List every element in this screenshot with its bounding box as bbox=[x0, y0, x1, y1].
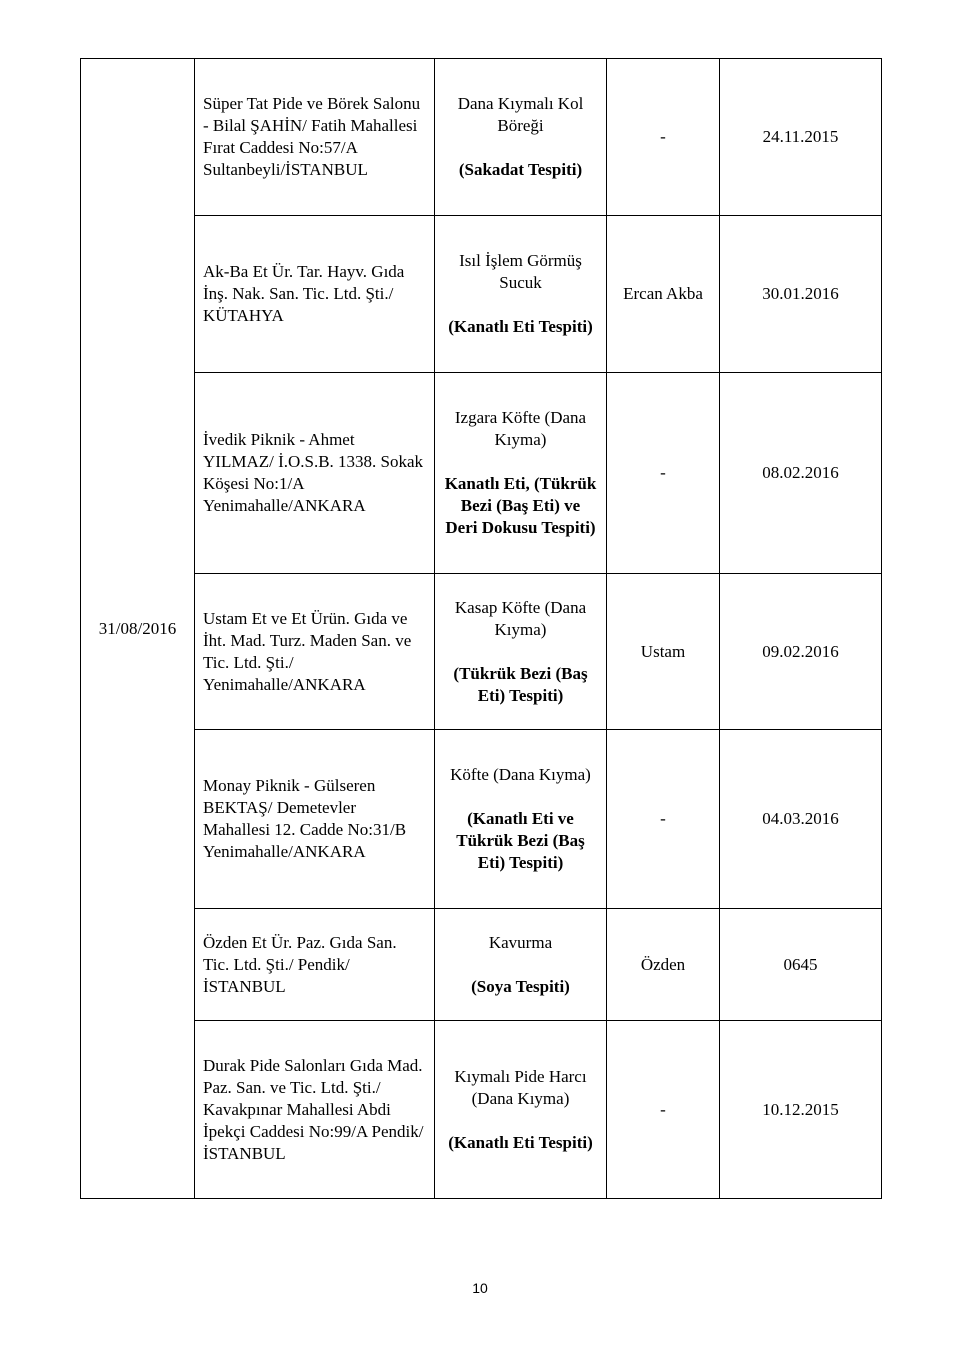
finding-text: (Sakadat Tespiti) bbox=[458, 160, 583, 179]
table-row bbox=[81, 373, 882, 574]
production-date-cell: 09.02.2016 bbox=[720, 574, 882, 730]
records-table bbox=[80, 58, 882, 1199]
page-number: 10 bbox=[472, 1280, 488, 1296]
product-name: Izgara Köfte (Dana Kıyma) bbox=[454, 408, 587, 449]
production-date-cell: 04.03.2016 bbox=[720, 730, 882, 909]
production-date-cell: 0645 bbox=[720, 909, 882, 1021]
company-cell: Durak Pide Salonları Gıda Mad. Paz. San. ve Tic. Ltd. Şti./ Kavakpınar Mahallesi Abdi İpekçi Caddesi No:99/A Pendik/İSTANBUL bbox=[195, 1021, 435, 1199]
production-date-cell: 08.02.2016 bbox=[720, 373, 882, 574]
product-cell bbox=[435, 574, 607, 730]
brand-cell: Ercan Akba bbox=[607, 216, 720, 373]
finding-text: (Kanatlı Eti Tespiti) bbox=[448, 317, 593, 336]
table-row bbox=[81, 909, 882, 1021]
finding-text: Kanatlı Eti, (Tükrük Bezi (Baş Eti) ve Deri Dokusu Tespiti) bbox=[444, 474, 597, 537]
company-cell: Ustam Et ve Et Ürün. Gıda ve İht. Mad. Turz. Maden San. ve Tic. Ltd. Şti./ Yenimahalle/ANKARA bbox=[195, 574, 435, 730]
product-cell bbox=[435, 59, 607, 216]
announcement-date: 31/08/2016 bbox=[81, 59, 195, 1199]
brand-cell: - bbox=[607, 730, 720, 909]
brand-cell: Özden bbox=[607, 909, 720, 1021]
product-cell bbox=[435, 909, 607, 1021]
brand-cell: - bbox=[607, 59, 720, 216]
brand-cell: - bbox=[607, 373, 720, 574]
company-cell: Özden Et Ür. Paz. Gıda San. Tic. Ltd. Şti./ Pendik/İSTANBUL bbox=[195, 909, 435, 1021]
company-cell: Ak-Ba Et Ür. Tar. Hayv. Gıda İnş. Nak. San. Tic. Ltd. Şti./ KÜTAHYA bbox=[195, 216, 435, 373]
company-cell: Süper Tat Pide ve Börek Salonu - Bilal ŞAHİN/ Fatih Mahallesi Fırat Caddesi No:57/A Sultanbeyli/İSTANBUL bbox=[195, 59, 435, 216]
table-row bbox=[81, 59, 882, 216]
finding-text: (Kanatlı Eti ve Tükrük Bezi (Baş Eti) Tespiti) bbox=[456, 809, 585, 872]
product-cell bbox=[435, 1021, 607, 1199]
brand-cell: - bbox=[607, 1021, 720, 1199]
finding-text: (Tükrük Bezi (Baş Eti) Tespiti) bbox=[453, 663, 588, 705]
table-row bbox=[81, 1021, 882, 1199]
table-row bbox=[81, 730, 882, 909]
product-name: Kavurma bbox=[488, 932, 553, 952]
company-cell: Monay Piknik - Gülseren BEKTAŞ/ Demetevler Mahallesi 12. Cadde No:31/B Yenimahalle/ANKARA bbox=[195, 730, 435, 909]
company-cell: İvedik Piknik - Ahmet YILMAZ/ İ.O.S.B. 1338. Sokak Köşesi No:1/A Yenimahalle/ANKARA bbox=[195, 373, 435, 574]
product-name: Kıymalı Pide Harcı (Dana Kıyma) bbox=[454, 1066, 587, 1108]
finding-text: (Kanatlı Eti Tespiti) bbox=[448, 1132, 593, 1152]
brand-cell: Ustam bbox=[607, 574, 720, 730]
table-row bbox=[81, 574, 882, 730]
product-cell bbox=[435, 730, 607, 909]
production-date-cell: 10.12.2015 bbox=[720, 1021, 882, 1199]
production-date-cell: 30.01.2016 bbox=[720, 216, 882, 373]
finding-text: (Soya Tespiti) bbox=[471, 976, 570, 996]
product-cell bbox=[435, 373, 607, 574]
product-name: Kasap Köfte (Dana Kıyma) bbox=[454, 597, 587, 639]
product-name: Isıl İşlem Görmüş Sucuk bbox=[459, 251, 582, 292]
table-row bbox=[81, 216, 882, 373]
product-name: Köfte (Dana Kıyma) bbox=[450, 765, 591, 784]
product-name: Dana Kıymalı Kol Böreği bbox=[457, 94, 584, 135]
production-date-cell: 24.11.2015 bbox=[720, 59, 882, 216]
product-cell bbox=[435, 216, 607, 373]
